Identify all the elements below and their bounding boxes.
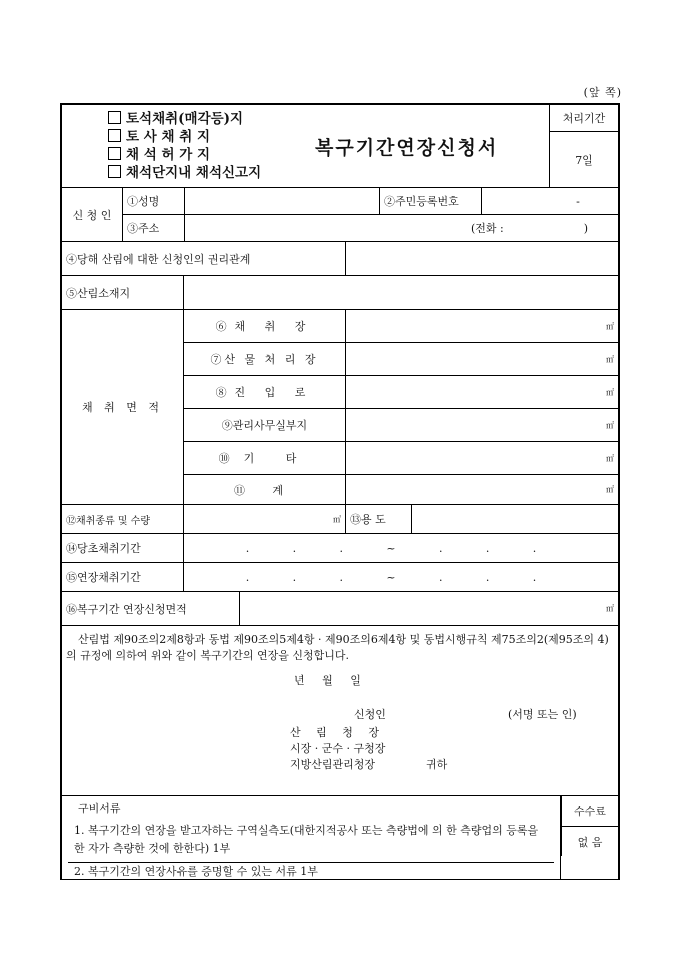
period-marks: . . . ~ . . . bbox=[245, 541, 537, 555]
address-field[interactable] bbox=[185, 215, 618, 241]
kind-usage-row bbox=[60, 505, 620, 534]
recipient-forest-service: 산 림 청 장 bbox=[290, 726, 385, 739]
initial-period-label: ⑭당초채취기간 bbox=[62, 534, 184, 562]
area-item-label: ⑩기 타 bbox=[184, 442, 346, 474]
area-item-field[interactable] bbox=[346, 343, 618, 375]
initial-period-row bbox=[60, 534, 620, 563]
form-header bbox=[60, 103, 620, 188]
area-item-label: ⑦산 물 처 리 장 bbox=[184, 343, 346, 375]
application-type-list bbox=[62, 105, 267, 187]
fee-label: 수수료 bbox=[562, 796, 618, 827]
checkbox-icon[interactable] bbox=[108, 165, 121, 178]
application-form bbox=[60, 103, 620, 880]
location-row bbox=[60, 276, 620, 310]
form-title: 복구기간연장신청서 bbox=[315, 136, 499, 159]
recipient-regional-office: 지방산림관리청장 bbox=[290, 758, 376, 771]
phone-label: (전화 : bbox=[470, 222, 504, 236]
rights-row bbox=[60, 242, 620, 276]
fee-box bbox=[561, 796, 618, 856]
rights-label: ④당해 산림에 대한 신청인의 권리관계 bbox=[62, 242, 346, 275]
unit-label: ㎡ bbox=[606, 321, 614, 331]
extension-period-field[interactable] bbox=[184, 563, 618, 591]
rrn-label: ②주민등록번호 bbox=[380, 188, 482, 214]
applicant-name-row bbox=[123, 188, 618, 215]
extraction-area-label: 채 취 면 적 bbox=[62, 310, 184, 504]
rrn-field[interactable]: - bbox=[576, 194, 580, 208]
usage-field[interactable] bbox=[412, 505, 618, 533]
applicant-label: 신 청 인 bbox=[62, 188, 123, 241]
signature-block bbox=[62, 668, 618, 795]
location-label: ⑤산림소재지 bbox=[62, 276, 184, 309]
checkbox-icon[interactable] bbox=[108, 129, 121, 142]
fee-value: 없 음 bbox=[577, 835, 603, 849]
area-item-row bbox=[184, 442, 618, 475]
area-item-field[interactable] bbox=[346, 442, 618, 474]
document-item: 2. 복구기간의 연장사유를 증명할 수 있는 서류 1부 bbox=[68, 862, 554, 881]
form-title-cell bbox=[267, 105, 550, 187]
area-item-label: ⑨관리사무실부지 bbox=[184, 409, 346, 441]
documents-list bbox=[62, 796, 561, 879]
documents-section bbox=[60, 796, 620, 880]
applicant-section bbox=[60, 188, 620, 242]
restore-area-field[interactable] bbox=[240, 592, 618, 625]
processing-period bbox=[550, 105, 618, 187]
recipient-local-head: 시장 · 군수 · 구청장 bbox=[290, 742, 386, 755]
unit-label: ㎡ bbox=[606, 604, 614, 613]
area-item-label: ⑧진 입 로 bbox=[184, 376, 346, 408]
addressee-suffix: 귀하 bbox=[426, 758, 448, 771]
initial-period-field[interactable] bbox=[184, 534, 618, 562]
unit-label: ㎥ bbox=[333, 514, 341, 524]
unit-label: ㎡ bbox=[606, 354, 614, 364]
extension-period-row bbox=[60, 563, 620, 592]
type-option[interactable]: 채 석 허 가 지 bbox=[108, 146, 210, 164]
area-item-row bbox=[184, 376, 618, 409]
page-side-note: (앞 쪽) bbox=[583, 86, 622, 99]
processing-period-label: 처리기간 bbox=[550, 105, 618, 132]
restore-area-label: ⑯복구기간 연장신청면적 bbox=[62, 592, 240, 625]
area-item-row bbox=[184, 343, 618, 376]
applicant-address-row bbox=[123, 215, 618, 241]
area-item-row bbox=[184, 310, 618, 343]
rights-field[interactable] bbox=[346, 242, 618, 275]
area-total-label: ⑪ 계 bbox=[184, 475, 346, 504]
area-item-label: ⑥채 취 장 bbox=[184, 310, 346, 342]
application-statement: 산림법 제90조의2제8항과 동법 제90조의5제4항 · 제90조의6제4항 및 동법시행규칙 제75조의2(제95조의 4)의 규정에 의하여 위와 같이 복구기간의 연장을 신청합니다. bbox=[66, 633, 609, 662]
area-item-row bbox=[184, 475, 618, 504]
period-marks: . . . ~ . . . bbox=[245, 570, 537, 584]
checkbox-icon[interactable] bbox=[108, 111, 121, 124]
sign-note[interactable]: (서명 또는 인) bbox=[508, 708, 577, 721]
unit-label: ㎡ bbox=[606, 453, 614, 463]
location-field[interactable] bbox=[184, 276, 618, 309]
processing-period-value: 7일 bbox=[575, 153, 593, 167]
area-total-field[interactable] bbox=[346, 475, 618, 504]
checkbox-icon[interactable] bbox=[108, 147, 121, 160]
date-line[interactable]: 년 월 일 bbox=[294, 674, 361, 687]
restore-area-row bbox=[60, 592, 620, 626]
extraction-area-section bbox=[60, 310, 620, 505]
extraction-area-items bbox=[184, 310, 618, 504]
name-label: ①성명 bbox=[123, 188, 185, 214]
type-option[interactable]: 토석채취(매각등)지 bbox=[108, 110, 243, 128]
area-item-row bbox=[184, 409, 618, 442]
documents-label: 구비서류 bbox=[78, 802, 121, 815]
name-field[interactable] bbox=[185, 188, 380, 214]
area-item-field[interactable] bbox=[346, 409, 618, 441]
unit-label: ㎡ bbox=[606, 485, 614, 494]
statement-section bbox=[60, 626, 620, 796]
kind-field[interactable] bbox=[184, 505, 346, 533]
extension-period-label: ⑮연장채취기간 bbox=[62, 563, 184, 591]
document-item: 1. 복구기간의 연장을 받고자하는 구역실측도(대한지적공사 또는 측량법에 의 한 측량업의 등록을 한 자가 측량한 것에 한한다) 1부 bbox=[74, 824, 539, 855]
address-label: ③주소 bbox=[123, 215, 185, 241]
area-item-field[interactable] bbox=[346, 376, 618, 408]
type-option[interactable]: 채석단지내 채석신고지 bbox=[108, 164, 261, 182]
unit-label: ㎡ bbox=[606, 387, 614, 397]
applicant-fields bbox=[123, 188, 618, 241]
usage-label: ⑬용 도 bbox=[346, 505, 412, 533]
area-item-field[interactable] bbox=[346, 310, 618, 342]
phone-close: ) bbox=[583, 221, 588, 235]
kind-label: ⑫채취종류 및 수량 bbox=[62, 505, 184, 533]
applicant-sign-label: 신청인 bbox=[354, 708, 386, 721]
unit-label: ㎡ bbox=[606, 420, 614, 430]
type-option[interactable]: 토 사 채 취 지 bbox=[108, 128, 210, 146]
